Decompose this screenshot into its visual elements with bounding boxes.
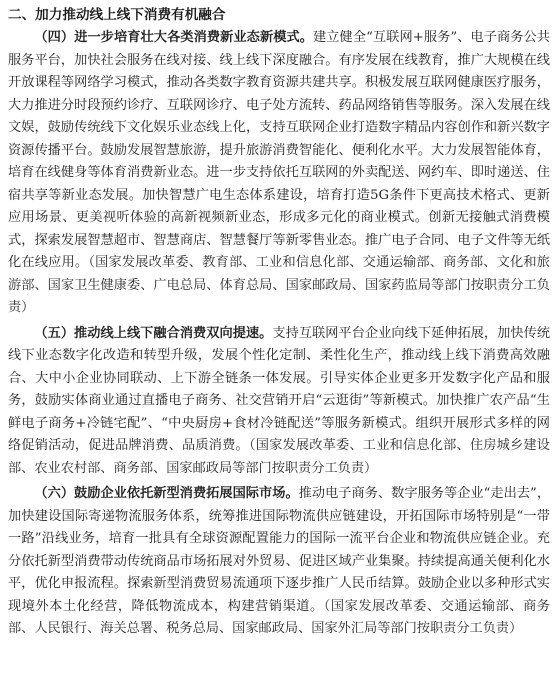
paragraph-five-lead: （五）推动线上线下融合消费双向提速。 [34,325,273,341]
paragraph-six-body: 推动电子商务、数字服务等企业“走出去”，加快建设国际寄递物流服务体系，统筹推进国际物流供应链建设，开拓国际市场特别是“一带一路”沿线业务，培育一批具有全球资源配置能力的国际一流平台企业和物流供应链企业。充分依托新型消费带动传统商品市场拓展对外贸易、促进区域产业集聚。持续提高通关便利化水平，优化申报流程。探索新型消费贸易流通项下逐步推广人民币结算。鼓励企业以多种形式实现境外本土化经营，降低物流成本，构建营销渠道。 [8,486,551,614]
paragraph-four-lead: （四）进一步培育壮大各类消费新业态新模式。 [34,30,314,45]
paragraph-five [8,323,550,481]
paragraph-four-body: 建立健全“互联网+服务”、电子商务公共服务平台，加快社会服务在线对接、线上线下深度融合。有序发展在线教育，推广大规模在线开放课程等网络学习模式，推动各类数字教育资源共建共享。积极发展互联网健康医疗服务，大力推进分时段预约诊疗、互联网诊疗、电子处方流转、药品网络销售等服务。深入发展在线文娱，鼓励传统线下文化娱乐业态线上化，支持互联网企业打造数字精品内容创作和新兴数字资源传播平台。鼓励发展智慧旅游，提升旅游消费智能化、便利化水平。大力发展智能体育，培育在线健身等体育消费新业态。进一步支持依托互联网的外卖配送、网约车、即时递送、住宿共享等新业态发展。加快智慧广电生态体系建设，培育打造5G条件下更高技术格式、更新应用场景、更美视听体验的高新视频新业态，形成多元化的商业模式。创新无接触式消费模式，探索发展智慧超市、智慧商店、智慧餐厅等新零售业态。推广电子合同、电子文件等无纸化在线应用。 [8,30,550,270]
paragraph-four-responsibility: （国家发展改革委、教育部、工业和信息化部、交通运输部、商务部、文化和旅游部、国家卫生健康委、广电总局、体育总局、国家邮政局、国家药监局等部门按职责分工负责） [8,255,550,315]
paragraph-four [8,27,550,320]
paragraph-five-responsibility: （国家发展改革委、工业和信息化部、住房城乡建设部、农业农村部、商务部、国家邮政局等部门按职责分工负责） [8,438,550,476]
paragraph-five-body: 支持互联网平台企业向线下延伸拓展，加快传统线下业态数字化改造和转型升级，发展个性化定制、柔性化生产，推动线上线下消费高效融合、大中小企业协同联动、上下游全链条一体发展。引导实体企业更多开发数字化产品和服务，鼓励实体商业通过直播电子商务、社交营销开启“云逛街”等新模式。加快推广农产品“生鲜电子商务+冷链宅配”、“中央厨房+食材冷链配送”等服务新模式。组织开展形式多样的网络促销活动，促进品牌消费、品质消费。 [8,325,551,453]
paragraph-six-responsibility: （国家发展改革委、交通运输部、商务部、人民银行、海关总署、税务总局、国家邮政局、国家外汇局等部门按职责分工负责） [8,598,551,636]
paragraph-six [8,483,550,641]
section-title: 二、加力推动线上线下消费有机融合 [8,7,226,23]
paragraph-six-lead: （六）鼓励企业依托新型消费拓展国际市场。 [34,486,299,501]
